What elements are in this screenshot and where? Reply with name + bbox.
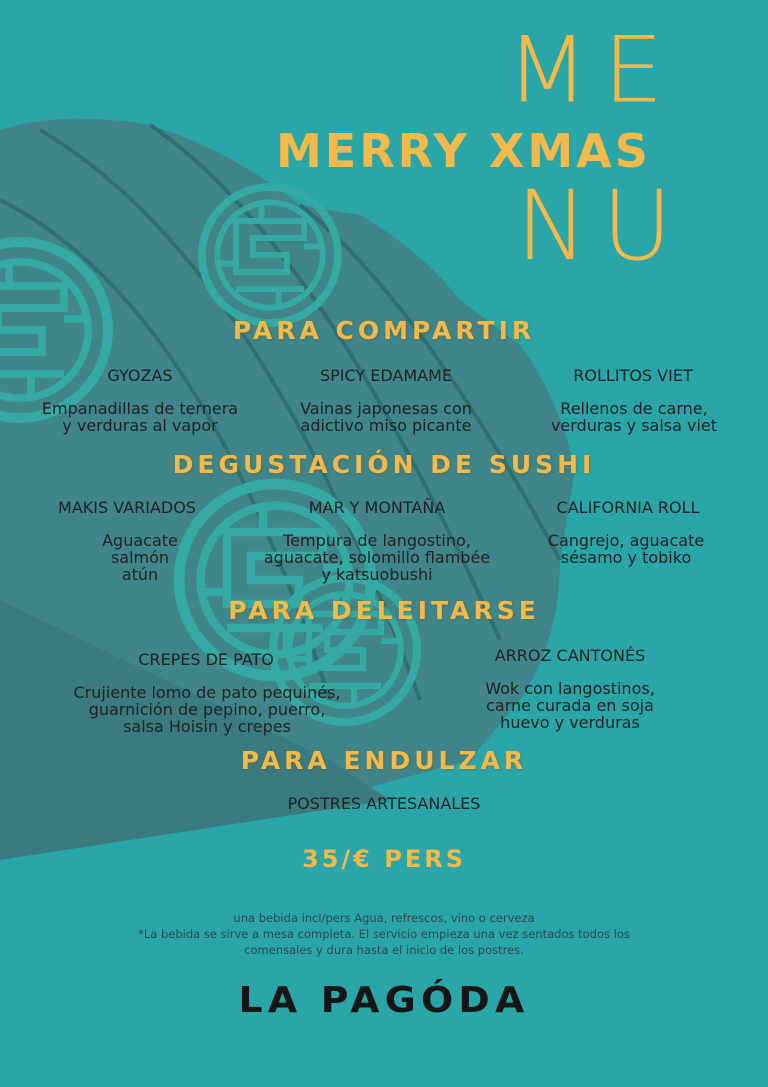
section-title-para-endulzar: PARA ENDULZAR	[240, 746, 528, 775]
dish-name-spicy-edamame: SPICY EDAMAME	[319, 366, 453, 385]
section-title-para-compartir: PARA COMPARTIR	[232, 316, 536, 345]
drink-note-line-2: *La bebida se sirve a mesa completa. El servicio empieza una vez sentados todos los	[138, 927, 630, 941]
drink-note-line-3: comensales y dura hasta el inicio de los postres.	[244, 943, 524, 957]
dish-name-gyozas: GYOZAS	[107, 366, 173, 385]
dish-name-arroz-cantones: ARROZ CANTONÉS	[494, 646, 646, 665]
dish-desc-makis-variados: Aguacate salmón atún	[102, 531, 178, 584]
dish-desc-crepes-de-pato: Crujiente lomo de pato pequinés, guarnición de pepino, puerro, salsa Hoisin y crepes	[73, 683, 341, 736]
dish-desc-gyozas: Empanadillas de ternera y verduras al vapor	[41, 399, 239, 435]
title-nu: NU	[516, 170, 687, 282]
drink-note-line-1: una bebida incl/pers Agua, refrescos, vino o cerveza	[233, 911, 535, 925]
dish-desc-mar-y-montana: Tempura de langostino, aguacate, solomillo flambée y katsuobushi	[263, 531, 491, 584]
dish-name-makis-variados: MAKIS VARIADOS	[58, 498, 196, 517]
dish-name-mar-y-montana: MAR Y MONTAÑA	[308, 498, 446, 517]
dish-name-california-roll: CALIFORNIA ROLL	[556, 498, 700, 517]
section-title-degustacion-de-sushi: DEGUSTACIÓN DE SUSHI	[172, 450, 596, 479]
la-pagoda-logo: LA PAGÓDA	[238, 980, 530, 1021]
dish-desc-spicy-edamame: Vainas japonesas con adictivo miso picante	[300, 399, 472, 435]
section-title-para-deleitarse: PARA DELEITARSE	[228, 596, 540, 625]
dish-name-rollitos-viet: ROLLITOS VIET	[573, 366, 693, 385]
dish-desc-arroz-cantones: Wok con langostinos, carne curada en soja huevo y verduras	[485, 679, 655, 732]
dish-name-crepes-de-pato: CREPES DE PATO	[138, 650, 274, 669]
dish-desc-california-roll: Cangrejo, aguacate sésamo y tobiko	[547, 531, 705, 567]
title-merry-xmas: MERRY XMAS	[276, 124, 651, 178]
drink-note	[0, 910, 768, 958]
price-per-person: 35/€ PERS	[302, 845, 466, 873]
title-me: ME	[506, 16, 678, 124]
dish-name-postres-artesanales: POSTRES ARTESANALES	[287, 794, 481, 813]
dish-desc-rollitos-viet: Rellenos de carne, verduras y salsa viet	[550, 399, 718, 435]
